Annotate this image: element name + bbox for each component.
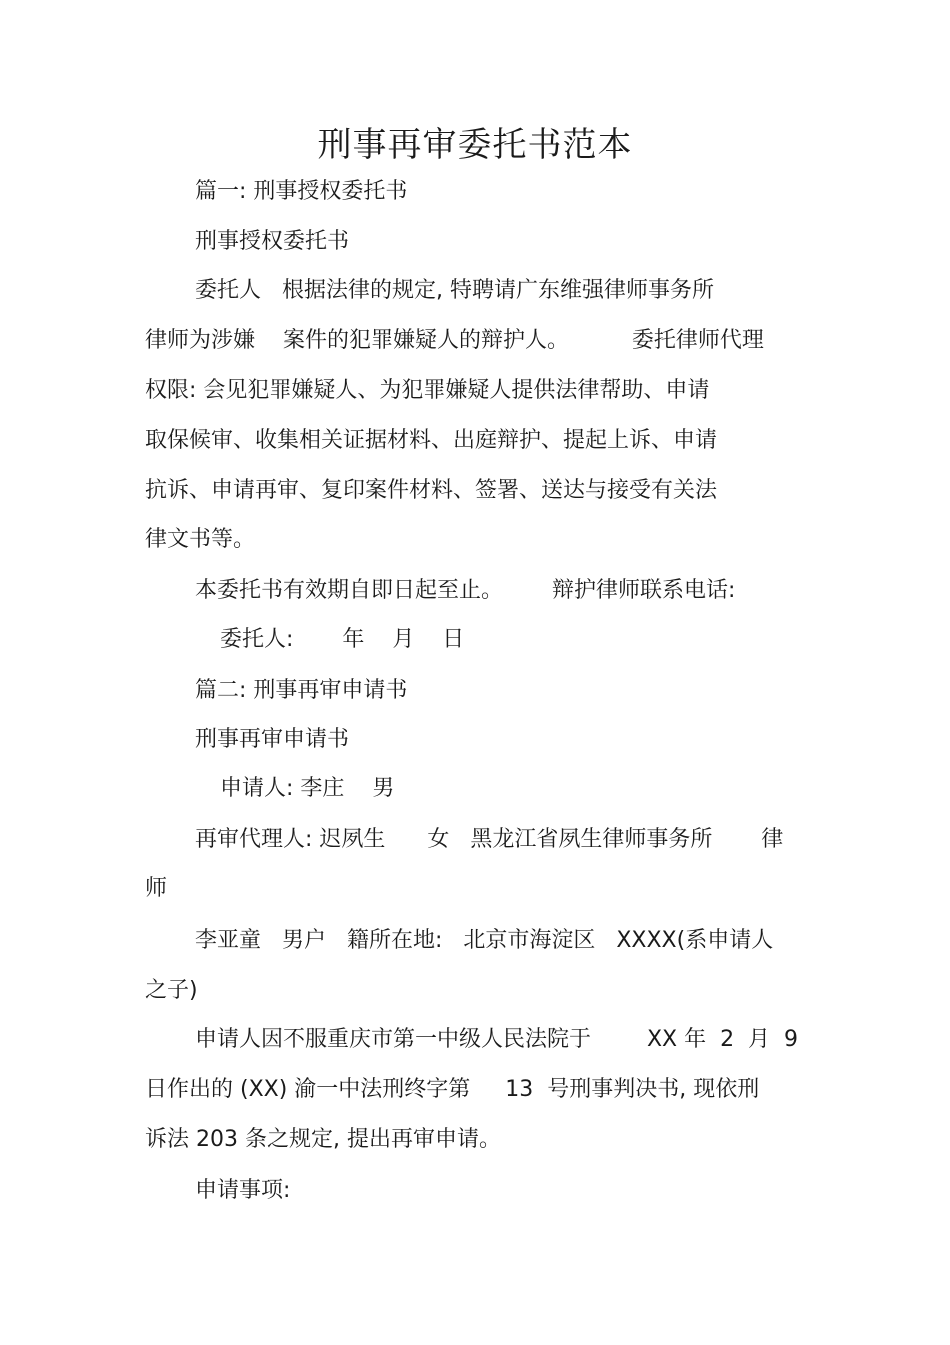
paragraph-line: 日作出的 (XX) 渝一中法刑终字第 13 号刑事判决书, 现依刑: [145, 1077, 760, 1102]
paragraph-line: 申请人因不服重庆市第一中级人民法院于 XX 年 2 月 9: [195, 1027, 799, 1052]
paragraph-line: 之子): [145, 978, 198, 1003]
paragraph-line: 取保候审、收集相关证据材料、出庭辩护、提起上诉、申请: [145, 428, 718, 453]
request-heading: 申请事项:: [195, 1178, 291, 1203]
paragraph-line: 李亚童 男户 籍所在地: 北京市海淀区 XXXX(系申请人: [195, 928, 774, 953]
section-heading-2: 篇二: 刑事再审申请书: [195, 678, 408, 703]
subheading-1: 刑事授权委托书: [195, 229, 350, 254]
paragraph-line: 抗诉、申请再审、复印案件材料、签署、送达与接受有关法: [145, 478, 718, 503]
paragraph-line: 诉法 203 条之规定, 提出再审申请。: [145, 1127, 501, 1152]
agent-line: 再审代理人: 迟夙生 女 黑龙江省夙生律师事务所 律: [195, 827, 784, 852]
applicant-line: 申请人: 李庄 男: [220, 776, 395, 801]
section-heading-1: 篇一: 刑事授权委托书: [195, 179, 408, 204]
paragraph-line: 本委托书有效期自即日起至止。 辩护律师联系电话:: [195, 578, 736, 603]
paragraph-line: 律文书等。: [145, 527, 256, 552]
paragraph-line: 律师为涉嫌 案件的犯罪嫌疑人的辩护人。 委托律师代理: [145, 328, 764, 353]
paragraph-line: 师: [145, 876, 168, 901]
document-title: 刑事再审委托书范本: [317, 125, 633, 165]
subheading-2: 刑事再审申请书: [195, 727, 350, 752]
paragraph-line: 委托人 根据法律的规定, 特聘请广东维强律师事务所: [195, 278, 714, 303]
paragraph-line: 权限: 会见犯罪嫌疑人、为犯罪嫌疑人提供法律帮助、申请: [145, 378, 710, 403]
signature-line: 委托人: 年 月 日: [220, 627, 465, 652]
